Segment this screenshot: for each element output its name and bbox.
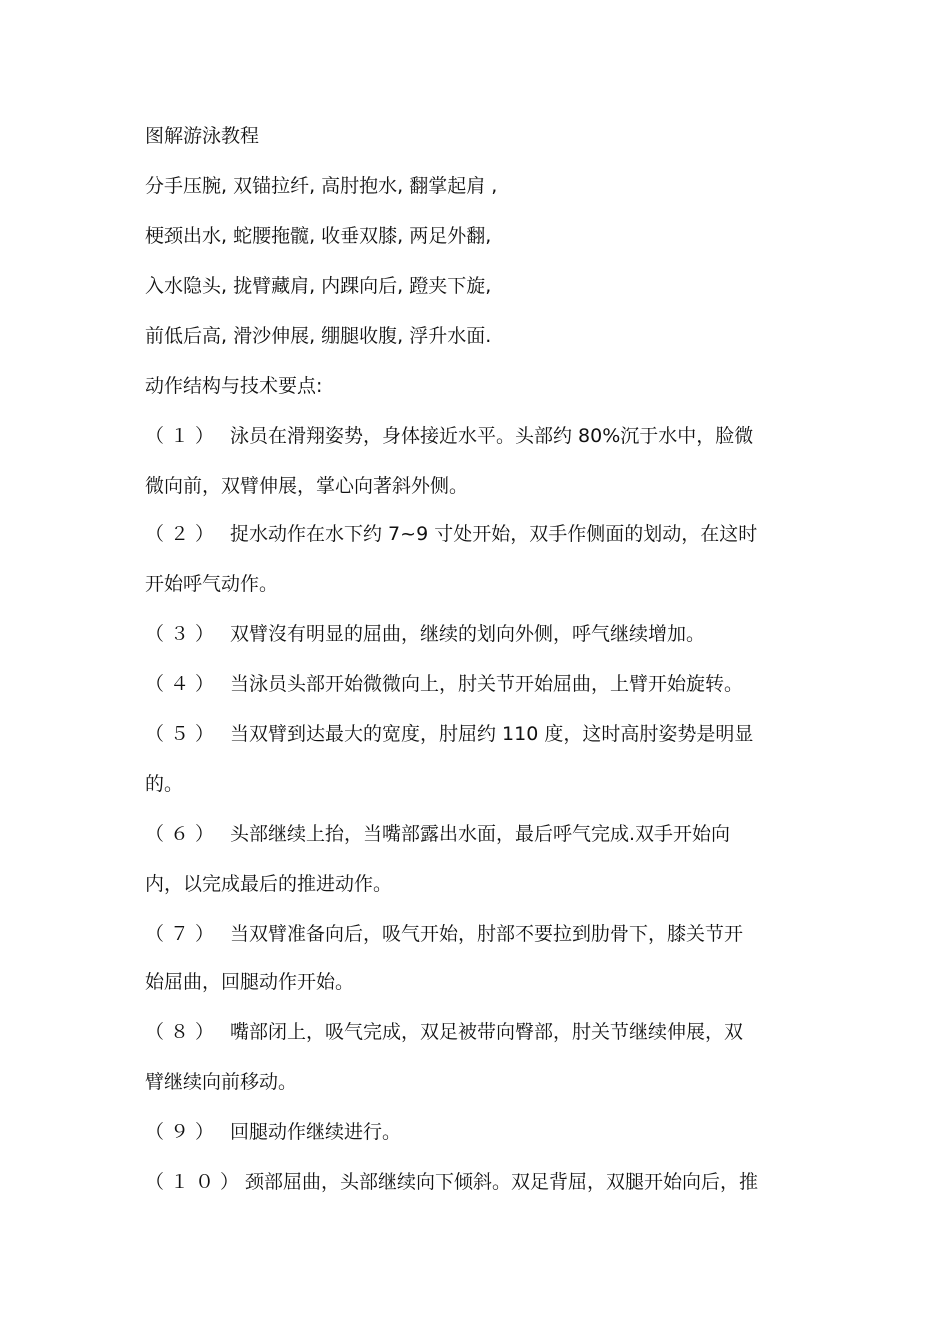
document-title: 图解游泳教程 xyxy=(145,125,260,147)
step-number: （７） xyxy=(145,923,221,945)
step-continuation: 始屈曲，回腿动作开始。 xyxy=(145,971,355,993)
verse-line: 梗颈出水, 蛇腰拖髋, 收垂双膝, 两足外翻, xyxy=(145,225,492,247)
step-text: 回腿动作继续进行。 xyxy=(230,1121,402,1143)
step-text: 双臂沒有明显的屈曲，继续的划向外侧，呼气继续增加。 xyxy=(230,623,706,645)
step-number: （１） xyxy=(145,425,221,447)
step-number: （５） xyxy=(145,723,221,745)
step-item xyxy=(145,722,815,746)
verse-line: 前低后高, 滑沙伸展, 绷腿收腹, 浮升水面. xyxy=(145,325,492,347)
verse-line: 分手压腕, 双锚拉纤, 高肘抱水, 翻掌起肩 , xyxy=(145,175,498,197)
step-continuation: 的。 xyxy=(145,773,184,795)
step-number: （８） xyxy=(145,1021,221,1043)
step-item xyxy=(145,424,815,448)
step-item xyxy=(145,822,815,846)
step-continuation: 臂继续向前移动。 xyxy=(145,1071,298,1093)
step-item xyxy=(145,622,815,646)
step-text: 颈部屈曲，头部继续向下倾斜。双足背屈，双腿开始向后，推 xyxy=(245,1171,759,1193)
step-item xyxy=(145,1020,815,1044)
step-item xyxy=(145,672,815,696)
step-text: 当双臂准备向后，吸气开始，肘部不要拉到肋骨下，膝关节开 xyxy=(230,923,744,945)
step-item xyxy=(145,1170,815,1194)
step-text: 当泳员头部开始微微向上，肘关节开始屈曲，上臂开始旋转。 xyxy=(230,673,744,695)
step-number: （４） xyxy=(145,673,221,695)
step-number: （６） xyxy=(145,823,221,845)
step-continuation: 开始呼气动作。 xyxy=(145,573,279,595)
step-number: （９） xyxy=(145,1121,221,1143)
step-number: （２） xyxy=(145,523,221,545)
step-item xyxy=(145,922,815,946)
step-continuation: 内，以完成最后的推进动作。 xyxy=(145,873,393,895)
step-text: 嘴部闭上，吸气完成，双足被带向臀部，肘关节继续伸展，双 xyxy=(230,1021,744,1043)
verse-line: 入水隐头, 拢臂藏肩, 内踝向后, 蹬夹下旋, xyxy=(145,275,492,297)
step-number: （３） xyxy=(145,623,221,645)
step-item xyxy=(145,1120,815,1144)
section-heading: 动作结构与技术要点: xyxy=(145,375,323,397)
step-text: 当双臂到达最大的宽度，肘屈约 110 度，这时高肘姿势是明显 xyxy=(230,723,754,745)
step-text: 泳员在滑翔姿势，身体接近水平。头部约 80%沉于水中，脸微 xyxy=(230,425,754,447)
step-text: 捉水动作在水下约 7~9 寸处开始，双手作侧面的划动，在这时 xyxy=(230,523,758,545)
step-number: （１０） xyxy=(145,1171,246,1193)
step-item xyxy=(145,522,815,546)
step-text: 头部继续上抬，当嘴部露出水面，最后呼气完成.双手开始向 xyxy=(230,823,731,845)
step-continuation: 微向前，双臂伸展，掌心向著斜外侧。 xyxy=(145,475,469,497)
